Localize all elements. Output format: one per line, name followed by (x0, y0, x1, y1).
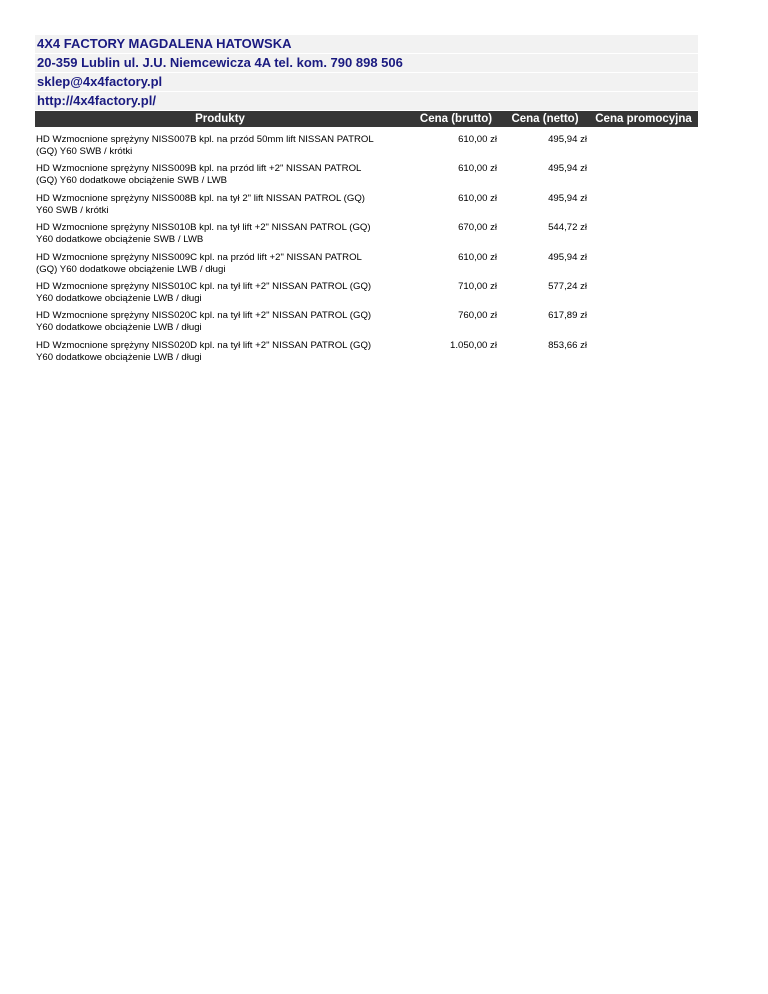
price-list-document (35, 35, 698, 369)
price-net: 544,72 zł (548, 222, 587, 234)
product-name (36, 252, 411, 276)
product-rows (35, 134, 698, 369)
table-row (35, 134, 698, 163)
product-name-line2: (GQ) Y60 SWB / krótki (36, 146, 133, 157)
product-name (36, 193, 411, 217)
price-net: 495,94 zł (548, 251, 587, 263)
header-price-promo: Cena promocyjna (595, 113, 692, 125)
price-net: 495,94 zł (548, 134, 587, 145)
price-net: 577,24 zł (548, 280, 587, 292)
product-name-line1: HD Wzmocnione sprężyny NISS009B kpl. na przód lift +2" NISSAN PATROL (36, 163, 362, 175)
company-name: 4X4 FACTORY MAGDALENA HATOWSKA (35, 35, 698, 53)
price-net: 495,94 zł (548, 163, 587, 175)
table-row (35, 310, 698, 339)
table-row (35, 193, 698, 222)
header-price-gross: Cena (brutto) (419, 113, 493, 125)
product-name (36, 222, 411, 246)
price-net: 617,89 zł (548, 310, 587, 322)
company-website: http://4x4factory.pl/ (35, 92, 698, 110)
table-row (35, 281, 698, 310)
product-name-line2: (GQ) Y60 dodatkowe obciążenie SWB / LWB (36, 175, 228, 187)
company-email: sklep@4x4factory.pl (35, 73, 698, 91)
product-name-line2: (GQ) Y60 dodatkowe obciążenie LWB / długi (36, 263, 226, 275)
price-gross: 670,00 zł (458, 222, 497, 234)
table-row (35, 222, 698, 251)
price-net: 853,66 zł (548, 339, 587, 351)
product-name-line1: HD Wzmocnione sprężyny NISS020D kpl. na tył lift +2" NISSAN PATROL (GQ) (36, 339, 372, 351)
product-name-line1: HD Wzmocnione sprężyny NISS010C kpl. na tył lift +2" NISSAN PATROL (GQ) (36, 280, 372, 292)
product-name-line2: Y60 dodatkowe obciążenie SWB / LWB (36, 234, 204, 246)
product-name (36, 340, 411, 364)
header-price-net: Cena (netto) (511, 113, 579, 125)
table-row (35, 340, 698, 369)
product-name (36, 281, 411, 305)
product-name-line2: Y60 SWB / krótki (36, 204, 109, 216)
price-gross: 710,00 zł (458, 280, 497, 292)
product-name-line1: HD Wzmocnione sprężyny NISS007B kpl. na przód 50mm lift NISSAN PATROL (36, 134, 374, 145)
price-gross: 610,00 zł (458, 163, 497, 175)
product-name (36, 163, 411, 187)
product-name-line2: Y60 dodatkowe obciążenie LWB / długi (36, 351, 202, 363)
product-name-line1: HD Wzmocnione sprężyny NISS009C kpl. na przód lift +2" NISSAN PATROL (36, 251, 362, 263)
price-gross: 610,00 zł (458, 192, 497, 204)
table-header (35, 111, 698, 127)
product-name-line1: HD Wzmocnione sprężyny NISS020C kpl. na tył lift +2" NISSAN PATROL (GQ) (36, 310, 372, 322)
price-gross: 760,00 zł (458, 310, 497, 322)
header-product: Produkty (195, 113, 245, 125)
table-row (35, 252, 698, 281)
price-gross: 1.050,00 zł (450, 339, 497, 351)
company-address: 20-359 Lublin ul. J.U. Niemcewicza 4A tel. kom. 790 898 506 (35, 54, 698, 72)
price-gross: 610,00 zł (458, 251, 497, 263)
table-row (35, 163, 698, 192)
price-gross: 610,00 zł (458, 134, 497, 145)
product-name-line2: Y60 dodatkowe obciążenie LWB / długi (36, 322, 202, 334)
product-name (36, 134, 411, 158)
product-name-line2: Y60 dodatkowe obciążenie LWB / długi (36, 292, 202, 304)
product-name-line1: HD Wzmocnione sprężyny NISS008B kpl. na tył 2" lift NISSAN PATROL (GQ) (36, 192, 365, 204)
product-name-line1: HD Wzmocnione sprężyny NISS010B kpl. na tył lift +2" NISSAN PATROL (GQ) (36, 222, 371, 234)
product-name (36, 310, 411, 334)
price-net: 495,94 zł (548, 192, 587, 204)
